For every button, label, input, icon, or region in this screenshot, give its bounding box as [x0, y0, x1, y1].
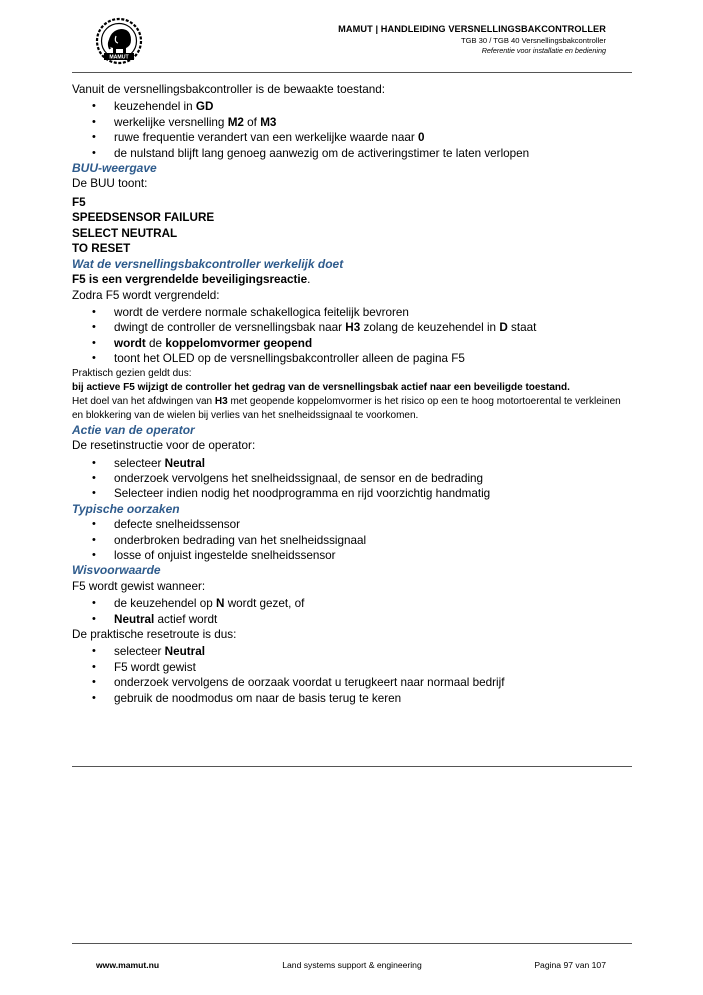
causes-list — [72, 517, 632, 563]
list-item: • wordt de koppelomvormer geopend — [72, 336, 632, 351]
list-item: • onderzoek vervolgens de oorzaak voordat u terugkeert naar normaal bedrijf — [72, 675, 632, 690]
document-tagline: Referentie voor installatie en bediening — [481, 46, 606, 55]
operator-intro: De resetinstructie voor de operator: — [72, 439, 256, 453]
mamut-logo-icon — [94, 16, 144, 66]
footer-divider — [72, 943, 632, 944]
section-heading-causes: Typische oorzaken — [72, 501, 180, 516]
list-item: • toont het OLED op de versnellingsbakcontroller alleen de pagina F5 — [72, 351, 632, 366]
document-title: MAMUT | HANDLEIDING VERSNELLINGSBAKCONTROLLER — [338, 24, 606, 34]
practical-text: Praktisch gezien geldt dus: — [72, 367, 192, 379]
list-item: • Selecteer indien nodig het noodprogramma en rijd voorzichtig handmatig — [72, 486, 632, 501]
page-content — [72, 82, 632, 706]
list-item: • Neutral actief wordt — [72, 612, 632, 627]
list-item: • defecte snelheidssensor — [72, 517, 632, 532]
action-lead: F5 is een vergrendelde beveiligingsreactie. — [72, 273, 311, 287]
buu-line: TO RESET — [72, 242, 131, 256]
document-subtitle: TGB 30 / TGB 40 Versnellingsbakcontroller — [460, 36, 606, 45]
list-item: • onderzoek vervolgens het snelheidssignaal, de sensor en de bedrading — [72, 471, 632, 486]
intro-text: Vanuit de versnellingsbakcontroller is de bewaakte toestand: — [72, 83, 385, 96]
list-item: • ruwe frequentie verandert van een werkelijke waarde naar 0 — [72, 130, 632, 145]
list-item: • F5 wordt gewist — [72, 660, 632, 675]
buu-line: F5 — [72, 195, 86, 209]
svg-text:MAMUT: MAMUT — [109, 54, 129, 61]
list-item: • werkelijke versnelling M2 of M3 — [72, 115, 632, 130]
operator-list — [72, 456, 632, 502]
clear-list — [72, 596, 632, 627]
list-item: • de nulstand blijft lang genoeg aanwezig om de activeringstimer te laten verlopen — [72, 146, 632, 161]
purpose-text: Het doel van het afdwingen van H3 met geopende koppelomvormer is het risico op een te hoog motortoerental te verkleinen en blokkering van de wielen bij verlies van het snelheidssignaal te voorkomen. — [72, 395, 621, 421]
buu-intro: De BUU toont: — [72, 177, 148, 191]
section-heading-operator: Actie van de operator — [72, 422, 195, 437]
buu-line: SPEEDSENSOR FAILURE — [72, 211, 215, 225]
footer-page-number: Pagina 97 van 107 — [534, 960, 606, 970]
section-heading-buu: BUU-weergave — [72, 161, 157, 176]
buu-line: SELECT NEUTRAL — [72, 226, 178, 240]
buu-message — [72, 195, 632, 257]
list-item: • selecteer Neutral — [72, 644, 632, 659]
page-header — [72, 14, 632, 73]
action-list — [72, 305, 632, 367]
section-heading-action: Wat de versnellingsbakcontroller werkelijk doet — [72, 256, 344, 271]
list-item: • losse of onjuist ingestelde snelheidssensor — [72, 548, 632, 563]
list-item: • selecteer Neutral — [72, 456, 632, 471]
footer-website: www.mamut.nu — [96, 960, 160, 970]
state-list — [72, 99, 632, 161]
list-item: • onderbroken bedrading van het snelheidssignaal — [72, 533, 632, 548]
route-list — [72, 644, 632, 706]
list-item: • keuzehendel in GD — [72, 99, 632, 114]
list-item: • gebruik de noodmodus om naar de basis terug te keren — [72, 691, 632, 706]
action-latched: Zodra F5 wordt vergrendeld: — [72, 288, 220, 302]
list-item: • wordt de verdere normale schakellogica feitelijk bevroren — [72, 305, 632, 320]
section-heading-clear: Wisvoorwaarde — [72, 563, 161, 578]
clear-intro: F5 wordt gewist wanneer: — [72, 579, 206, 593]
content-end-divider — [72, 766, 632, 767]
route-intro: De praktische resetroute is dus: — [72, 627, 237, 641]
footer-company: Land systems support & engineering — [282, 960, 422, 970]
practical-bold-text: bij actieve F5 wijzigt de controller het gedrag van de versnellingsbak actief naar een beveiligde toestand. — [72, 381, 570, 393]
list-item: • de keuzehendel op N wordt gezet, of — [72, 596, 632, 611]
list-item: • dwingt de controller de versnellingsbak naar H3 zolang de keuzehendel in D staat — [72, 320, 632, 335]
